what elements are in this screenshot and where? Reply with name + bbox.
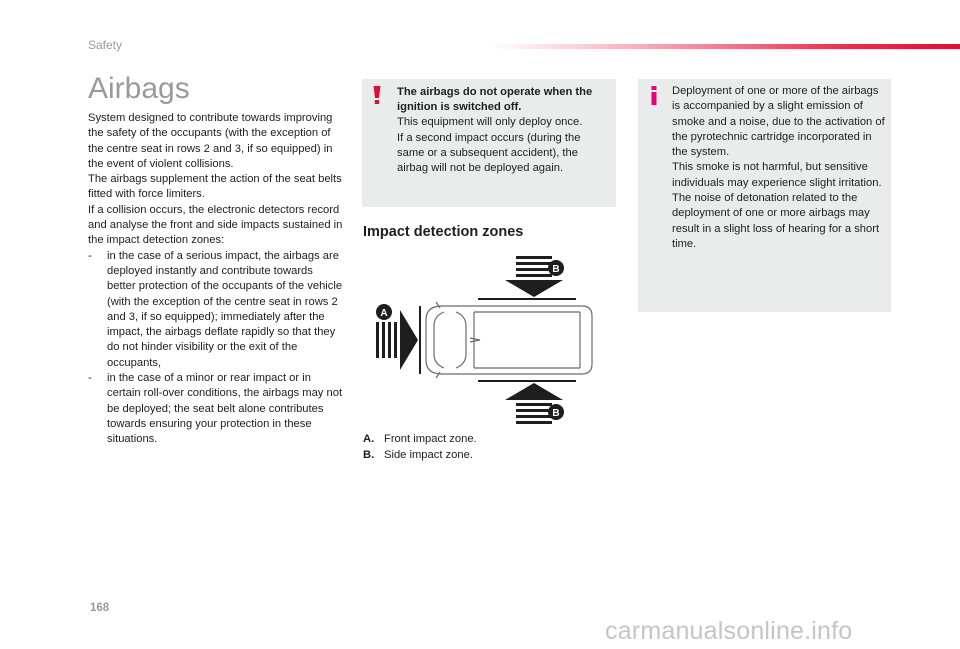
legend-key: A. <box>363 433 375 445</box>
info-paragraph: This smoke is not harmful, but sensitive individuals may experience slight irritation. <box>672 161 882 189</box>
collision-paragraph: If a collision occurs, the electronic detectors record and analyse the front and side impacts sustained in the impact detection zones: <box>88 203 343 247</box>
legend-item <box>363 447 477 463</box>
section-label: Safety <box>88 38 123 52</box>
impact-zones-diagram <box>370 250 602 428</box>
page-title: Airbags <box>88 72 190 105</box>
section-subtitle: Impact detection zones <box>363 224 524 240</box>
warning-line: This equipment will only deploy once. <box>397 116 583 129</box>
warning-text <box>397 85 609 176</box>
supplement-paragraph: The airbags supplement the action of the seat belts fitted with force limiters. <box>88 173 342 201</box>
list-item-text: in the case of a minor or rear impact or in certain roll-over conditions, the airbags may not be deployed; the seat belt alone contributes towards ensuring your protection in these situations. <box>107 372 343 446</box>
list-item-text: in the case of a serious impact, the airbags are deployed instantly and contribute towards better protection of the occupants of the vehicle (with the exception of the centre seat in rows 2 and 3, if so equipped); immediately after the impact, the airbags deflate rapidly so that they do not hinder visibility or the exit of the occupants, <box>107 249 343 369</box>
diagram-legend <box>363 431 477 463</box>
zone-label-b-bottom: B <box>552 408 560 419</box>
info-paragraph: Deployment of one or more of the airbags is accompanied by a slight emission of smoke and a noise, due to the activation of the pyrotechnic cartridge incorporated in the system. <box>672 85 885 159</box>
list-dash: - <box>88 249 92 262</box>
warning-line: If a second impact occurs (during the same or a subsequent accident), the airbag will not be deployed again. <box>397 131 581 175</box>
list-item <box>88 249 344 371</box>
intro-paragraph: System designed to contribute towards improving the safety of the occupants (with the exception of the centre seat in rows 2 and 3, if so equipped) in the event of violent collisions. <box>88 112 333 170</box>
zone-label-a: A <box>380 308 388 319</box>
warning-bold-line: The airbags do not operate when the ignition is switched off. <box>397 86 593 114</box>
info-paragraph: The noise of detonation related to the deployment of one or more airbags may result in a slight loss of hearing for a short time. <box>672 192 880 250</box>
legend-key: B. <box>363 449 375 461</box>
header-accent-bar <box>490 44 960 49</box>
watermark-link[interactable]: carmanualsonline.info <box>605 617 853 645</box>
info-text <box>672 84 886 252</box>
legend-text: Side impact zone. <box>384 449 473 461</box>
info-icon <box>649 86 659 105</box>
exclamation-icon <box>373 86 381 104</box>
vehicle-top-view <box>426 302 592 378</box>
zone-label-b-top: B <box>552 264 560 275</box>
page-number: 168 <box>90 602 110 614</box>
list-dash: - <box>88 372 92 385</box>
legend-text: Front impact zone. <box>384 433 477 445</box>
list-item <box>88 371 344 447</box>
legend-item <box>363 431 477 447</box>
airbags-description <box>88 111 344 448</box>
